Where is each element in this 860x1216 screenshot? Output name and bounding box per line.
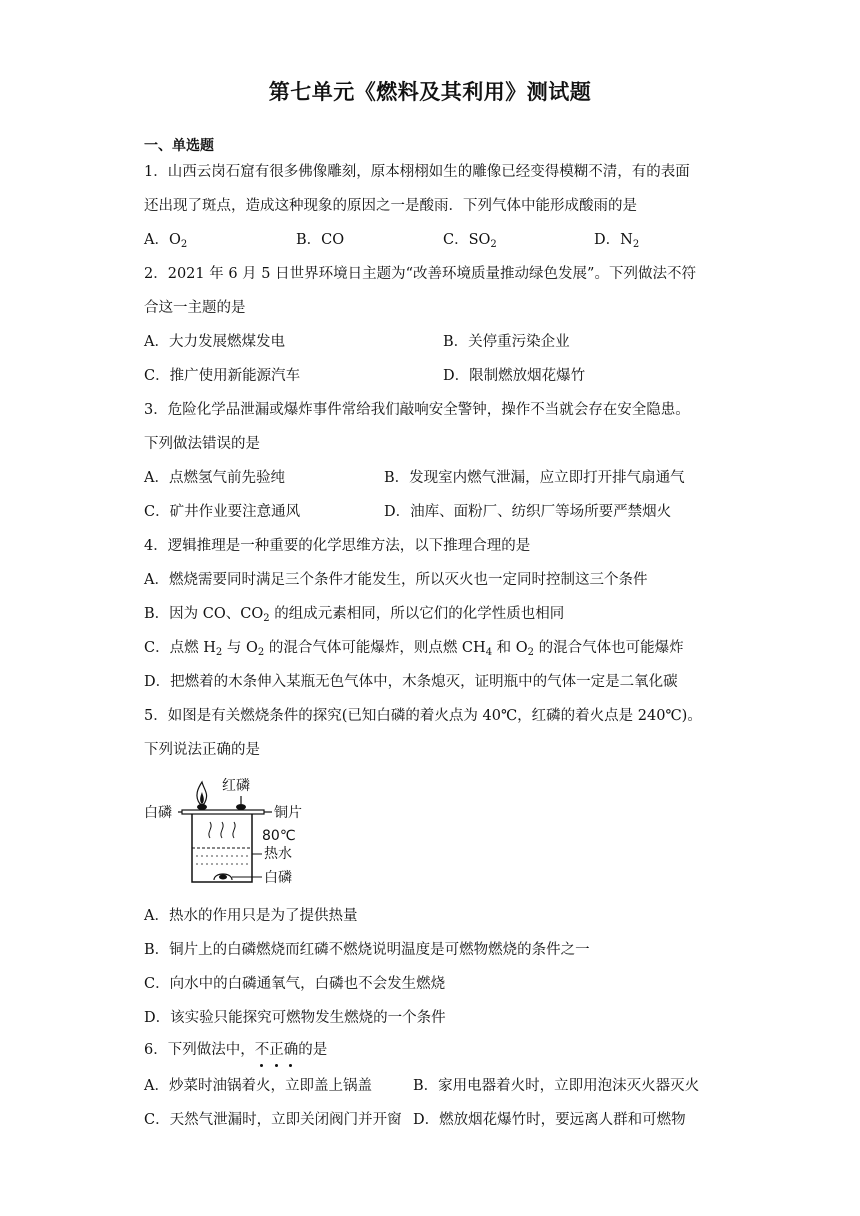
q2-option-a: A．大力发展燃煤发电 [144,334,285,350]
q6-option-d: D．燃放烟花爆竹时，要远离人群和可燃物 [413,1112,686,1128]
q1-option-a-text: A．O [144,232,181,248]
q1-option-a-sub: 2 [180,239,188,250]
q1-option-a [144,230,187,250]
q5-option-d: D．该实验只能探究可燃物发生燃烧的一个条件 [144,1010,446,1026]
section-heading: 一、单选题 [144,138,214,154]
q4-option-c [144,638,684,658]
steam-icon-2 [221,822,223,838]
flame-core-icon [200,792,204,803]
q4-option-a: A．燃烧需要同时满足三个条件才能发生，所以灭火也一定同时控制这三个条件 [144,572,648,588]
q3-option-b: B．发现室内燃气泄漏，应立即打开排气扇通气 [384,470,685,486]
white-phosphorus-top-mark [197,804,207,810]
q5-stem-line2: 下列说法正确的是 [144,742,260,758]
q6-stem-post: 的是 [298,1042,328,1058]
q5-option-a: A．热水的作用只是为了提供热量 [144,908,358,924]
q3-stem-line1: 3．危险化学品泄漏或爆炸事件常给我们敲响安全警钟，操作不当就会存在安全隐患。 [144,402,690,418]
q4-option-c-part2: 与 O [222,640,258,656]
q3-option-d: D．油库、面粉厂、纺织厂等场所要严禁烟火 [384,504,672,520]
q4-option-d: D．把燃着的木条伸入某瓶无色气体中，木条熄灭，证明瓶中的气体一定是二氧化碳 [144,674,678,690]
red-phosphorus-mark [236,804,246,810]
q5-option-b: B．铜片上的白磷燃烧而红磷不燃烧说明温度是可燃物燃烧的条件之一 [144,942,590,958]
q4-option-c-sub3: 4 [485,647,493,658]
q4-option-c-sub1: 2 [215,647,223,658]
steam-icon-3 [233,822,235,838]
combustion-experiment-figure [144,776,314,888]
q4-option-b-part2: 的组成元素相同，所以它们的化学性质也相同 [269,606,565,622]
q4-option-b-part1: B．因为 CO、CO [144,606,264,622]
q2-option-d: D．限制燃放烟花爆竹 [443,368,586,384]
q5-option-c: C．向水中的白磷通氧气，白磷也不会发生燃烧 [144,976,446,992]
q4-option-c-sub4: 2 [527,647,535,658]
label-white-phosphorus-bottom: 白磷 [264,870,292,886]
q6-stem-pre: 6．下列做法中， [144,1042,255,1058]
q6-stem-emph-3: 确 [283,1042,299,1058]
q1-option-d-text: D．N [594,232,633,248]
white-phosphorus-bottom-mark [219,875,227,880]
q4-option-c-part5: 的混合气体也可能爆炸 [534,640,684,656]
page-title: 第七单元《燃料及其利用》测试题 [268,80,592,104]
steam-icon-1 [209,822,211,838]
q1-option-c-text: C．SO [443,232,491,248]
q2-option-c: C．推广使用新能源汽车 [144,368,301,384]
label-red-phosphorus: 红磷 [222,778,250,794]
copper-sheet [182,810,264,814]
q6-option-c: C．天然气泄漏时，立即关闭阀门并开窗 [144,1112,402,1128]
q4-option-c-part4: 和 O [492,640,528,656]
q1-option-c [443,230,497,250]
q5-stem-line1: 5．如图是有关燃烧条件的探究(已知白磷的着火点为 40℃，红磷的着火点是 240℃)。 [144,708,702,724]
q1-stem-line1: 1．山西云岗石窟有很多佛像雕刻，原本栩栩如生的雕像已经变得模糊不清，有的表面 [144,164,690,180]
q2-stem-line2: 合这一主题的是 [144,300,246,316]
q1-option-d-sub: 2 [632,239,640,250]
q3-stem-line2: 下列做法错误的是 [144,436,260,452]
q4-option-c-sub2: 2 [257,647,265,658]
q1-stem-line2: 还出现了斑点，造成这种现象的原因之一是酸雨．下列气体中能形成酸雨的是 [144,198,637,214]
q6-option-b: B．家用电器着火时，立即用泡沫灭火器灭火 [413,1078,700,1094]
q4-option-c-part1: C．点燃 H [144,640,216,656]
label-hot-water: 热水 [264,846,292,862]
q6-stem-emph-1: 不 [254,1042,270,1058]
q4-option-b-sub: 2 [263,613,270,624]
label-white-phosphorus-top: 白磷 [144,805,172,821]
q2-option-b: B．关停重污染企业 [443,334,570,350]
label-temperature: 80℃ [262,828,296,844]
q1-option-b: B．CO [296,232,345,248]
q6-stem-emph-2: 正 [269,1042,284,1058]
q4-option-b [144,604,564,624]
q3-option-c: C．矿井作业要注意通风 [144,504,301,520]
q6-stem [144,1040,327,1060]
q3-option-a: A．点燃氢气前先验纯 [144,470,285,486]
q2-stem-line1: 2．2021 年 6 月 5 日世界环境日主题为“改善环境质量推动绿色发展”。下列做法不符 [144,266,696,282]
label-copper: 铜片 [274,805,302,821]
q6-option-a: A．炒菜时油锅着火，立即盖上锅盖 [144,1078,372,1094]
q4-option-c-part3: 的混合气体可能爆炸，则点燃 CH [264,640,486,656]
q1-option-d [594,230,639,250]
q1-option-c-sub: 2 [490,239,497,250]
q4-stem: 4．逻辑推理是一种重要的化学思维方法，以下推理合理的是 [144,538,531,554]
